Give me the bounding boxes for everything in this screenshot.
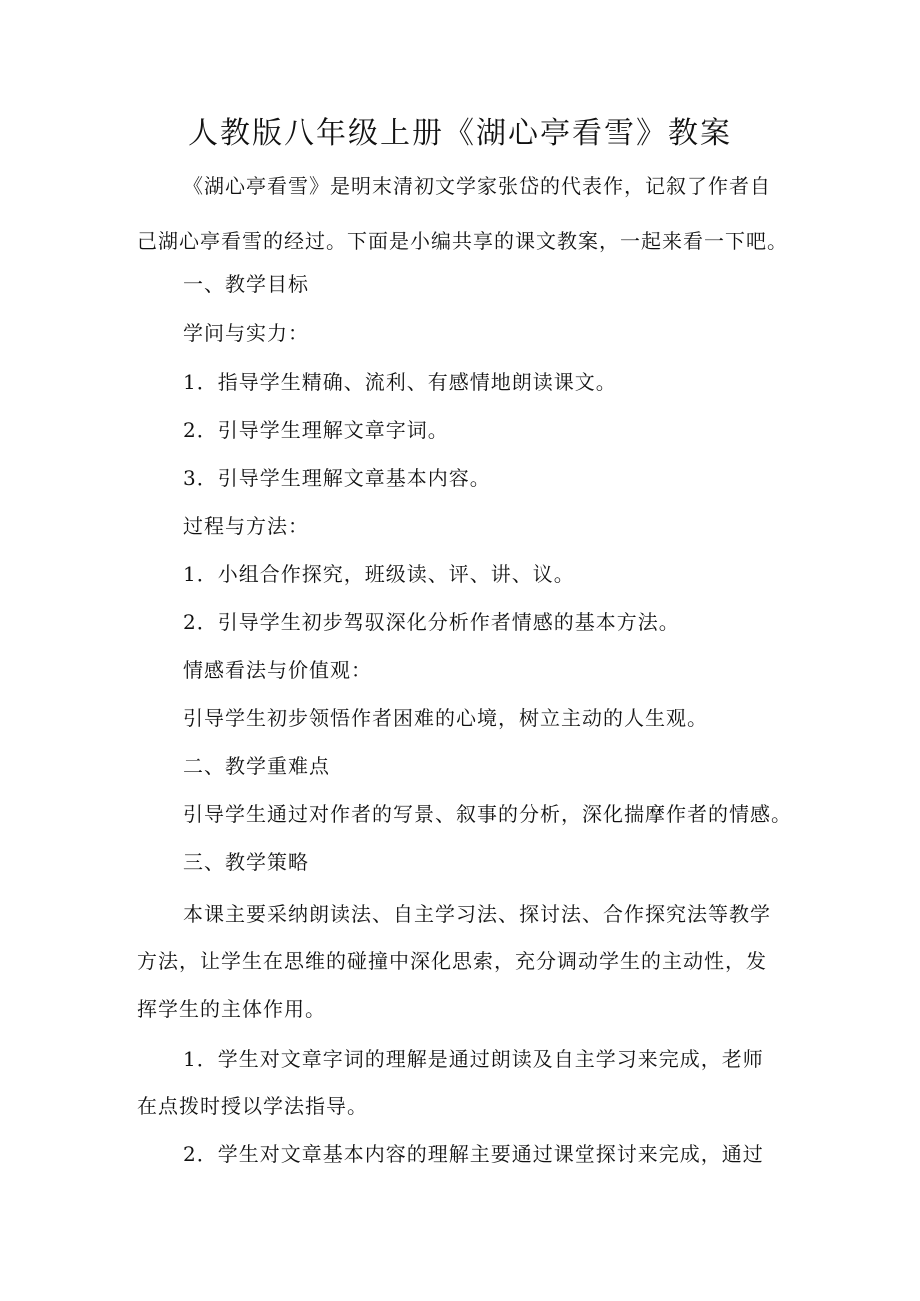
list-item: 2．引导学生理解文章字词。 — [183, 418, 449, 442]
intro-line-2: 己湖心亭看雪的经过。下面是小编共享的课文教案，一起来看一下吧。 — [137, 229, 788, 253]
paragraph-line: 引导学生初步领悟作者困难的心境，树立主动的人生观。 — [183, 706, 708, 730]
list-item: 2．学生对文章基本内容的理解主要通过课堂探讨来完成，通过 — [183, 1142, 764, 1166]
intro-line-1: 《湖心亭看雪》是明末清初文学家张岱的代表作，记叙了作者自 — [183, 174, 771, 198]
paragraph-line: 引导学生通过对作者的写景、叙事的分析，深化揣摩作者的情感。 — [183, 802, 792, 826]
section-heading-strategy: 三、教学策略 — [183, 850, 309, 874]
document-title: 人教版八年级上册《湖心亭看雪》教案 — [188, 116, 732, 151]
subheading-process: 过程与方法： — [183, 514, 309, 538]
section-heading-keypoints: 二、教学重难点 — [183, 754, 330, 778]
paragraph-line: 在点拨时授以学法指导。 — [137, 1094, 368, 1118]
subheading-values: 情感看法与价值观： — [183, 658, 372, 682]
list-item: 1．学生对文章字词的理解是通过朗读及自主学习来完成，老师 — [183, 1047, 764, 1071]
paragraph-line: 本课主要采纳朗读法、自主学习法、探讨法、合作探究法等教学 — [183, 902, 771, 926]
list-item: 1．小组合作探究，班级读、评、讲、议。 — [183, 562, 575, 586]
paragraph-line: 方法，让学生在思维的碰撞中深化思索，充分调动学生的主动性，发 — [137, 949, 767, 973]
paragraph-line: 挥学生的主体作用。 — [137, 997, 326, 1021]
list-item: 1．指导学生精确、流利、有感情地朗读课文。 — [183, 370, 617, 394]
list-item: 2．引导学生初步驾驭深化分析作者情感的基本方法。 — [183, 610, 680, 634]
list-item: 3．引导学生理解文章基本内容。 — [183, 466, 491, 490]
section-heading-objectives: 一、教学目标 — [183, 272, 309, 296]
subheading-knowledge: 学问与实力： — [183, 321, 309, 345]
